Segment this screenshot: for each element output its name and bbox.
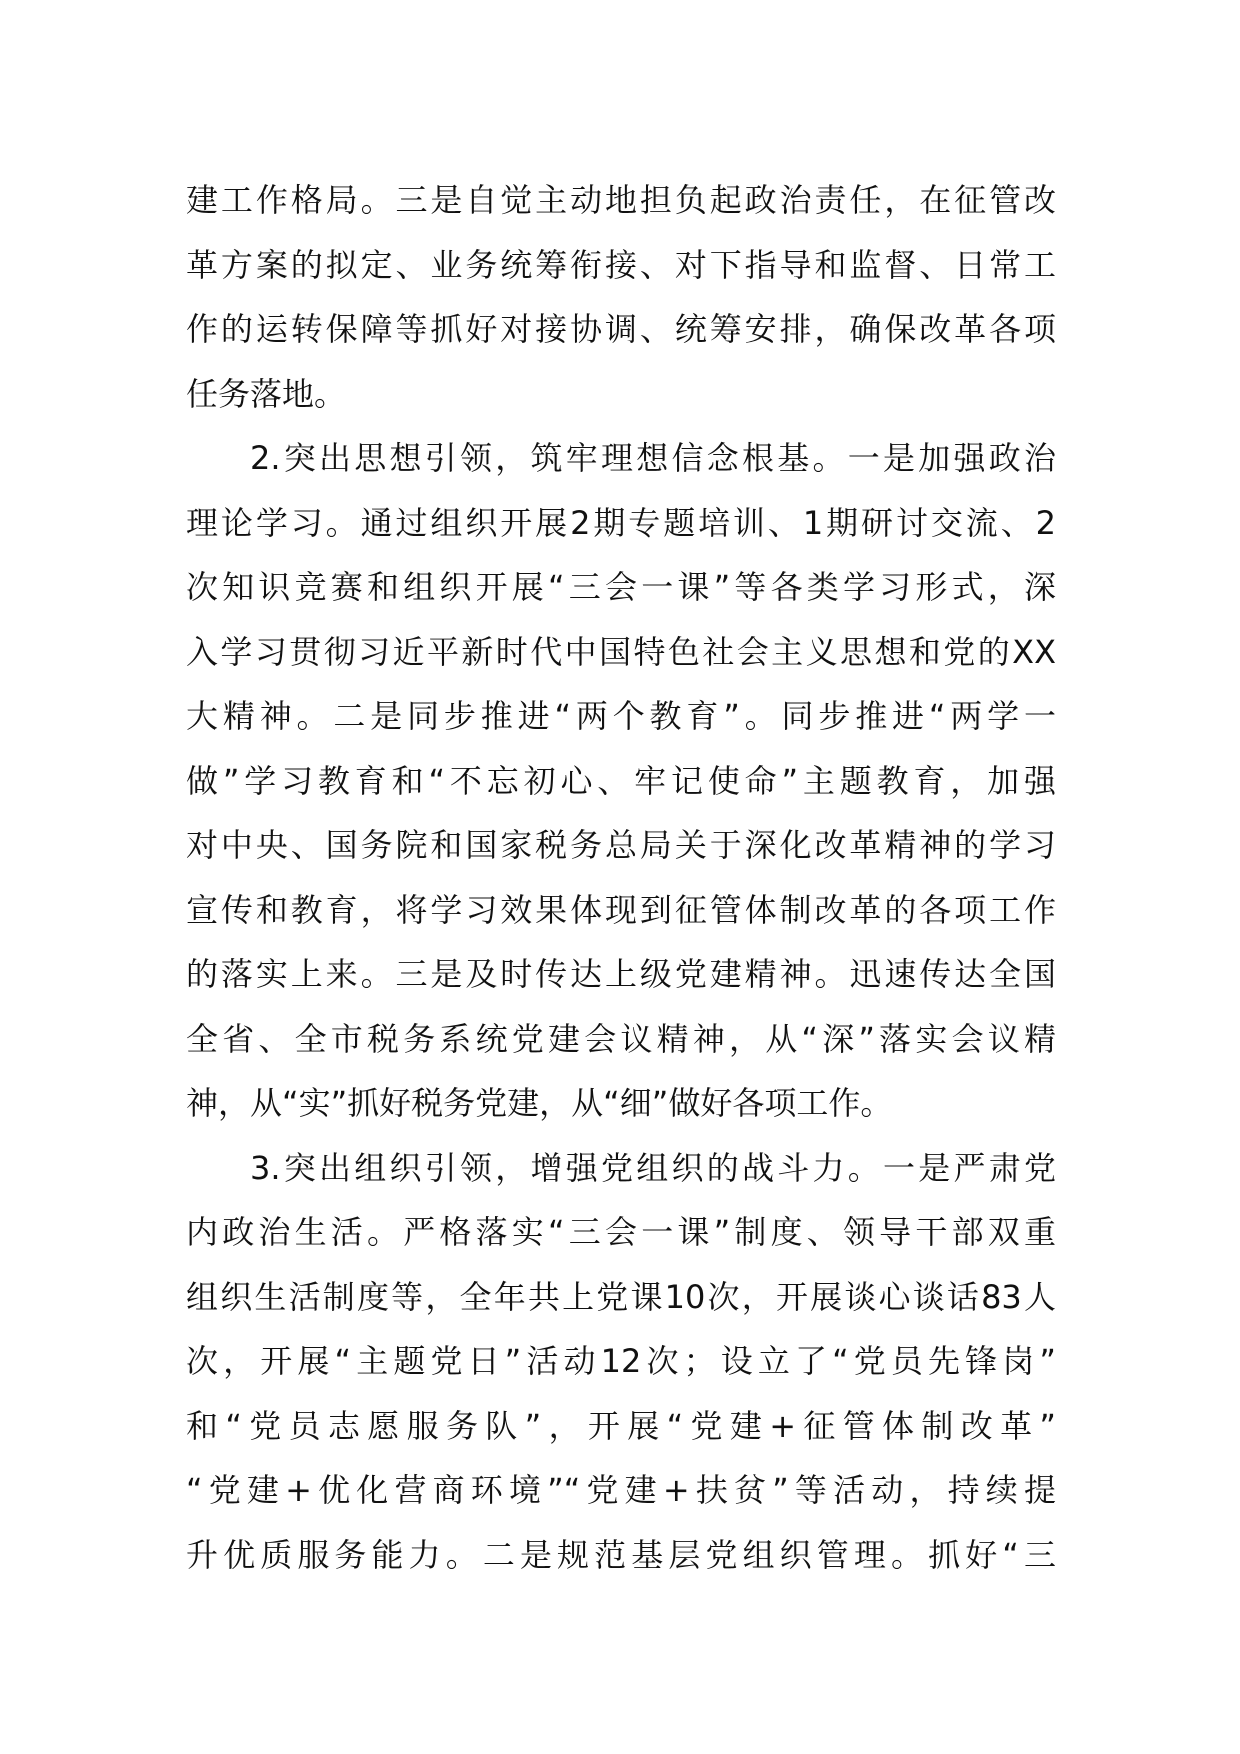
text-line: 建工作格局。三是自觉主动地担负起政治责任，在征管改 xyxy=(186,181,1056,219)
text-line: 对中央、国务院和国家税务总局关于深化改革精神的学习 xyxy=(186,826,1056,864)
text-line: 次知识竞赛和组织开展“三会一课”等各类学习形式，深 xyxy=(186,568,1056,606)
paragraph-heading-2: 2.突出思想引领，筑牢理想信念根基。一是加强政治 xyxy=(250,439,1056,477)
text-line: 升优质服务能力。二是规范基层党组织管理。抓好“三 xyxy=(186,1535,1056,1574)
text-line: 和“党员志愿服务队”，开展“党建+征管体制改革” xyxy=(186,1406,1056,1445)
text-line: 宣传和教育，将学习效果体现到征管体制改革的各项工作 xyxy=(186,890,1056,929)
text-line: 内政治生活。严格落实“三会一课”制度、领导干部双重 xyxy=(186,1213,1056,1251)
text-line: 做”学习教育和“不忘初心、牢记使命”主题教育，加强 xyxy=(186,761,1056,800)
body-text xyxy=(186,168,1056,1587)
text-line: 理论学习。通过组织开展2期专题培训、1期研讨交流、2 xyxy=(186,503,1056,542)
text-line: 作的运转保障等抓好对接协调、统筹安排，确保改革各项 xyxy=(186,310,1056,348)
text-line: 的落实上来。三是及时传达上级党建精神。迅速传达全国 xyxy=(186,955,1056,993)
text-line: 组织生活制度等，全年共上党课10次，开展谈心谈话83人 xyxy=(186,1277,1056,1316)
text-line: “党建+优化营商环境”“党建+扶贫”等活动，持续提 xyxy=(186,1471,1056,1509)
text-line: 全省、全市税务系统党建会议精神，从“深”落实会议精 xyxy=(186,1019,1056,1058)
text-line: 大精神。二是同步推进“两个教育”。同步推进“两学一 xyxy=(186,697,1056,735)
text-line: 次，开展“主题党日”活动12次；设立了“党员先锋岗” xyxy=(186,1342,1056,1380)
text-line: 入学习贯彻习近平新时代中国特色社会主义思想和党的XX xyxy=(186,632,1056,671)
text-line: 神，从“实”抓好税务党建，从“细”做好各项工作。 xyxy=(186,1084,893,1122)
paragraph-heading-3: 3.突出组织引领，增强党组织的战斗力。一是严肃党 xyxy=(250,1148,1056,1187)
text-line: 任务落地。 xyxy=(186,374,347,413)
text-line: 革方案的拟定、业务统筹衔接、对下指导和监督、日常工 xyxy=(186,245,1056,284)
